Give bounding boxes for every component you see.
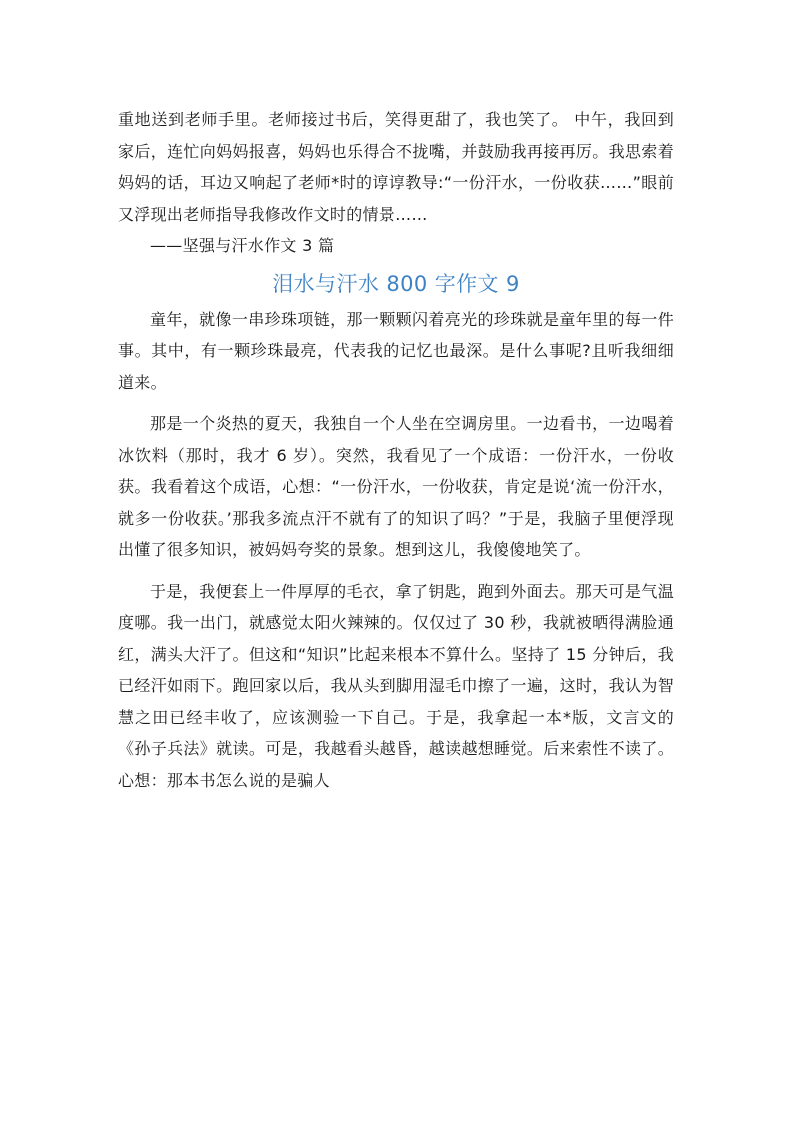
paragraph-3: 于是，我便套上一件厚厚的毛衣，拿了钥匙，跑到外面去。那天可是气温度哪。我一出门，就感觉太阳火辣辣的。仅仅过了 30 秒，我就被晒得满脸通红，满头大汗了。但这和“知识”比起来根本不算什么。坚持了 15 分钟后，我已经汗如雨下。跑回家以后，我从头到脚用湿毛巾擦了一遍，这时，我认为智慧之田已经丰收了，应该测验一下自己。于是，我拿起一本*版，文言文的《孙子兵法》就读。可是，我越看头越昏，越读越想睡觉。后来索性不读了。心想：那本书怎么说的是骗人 (118, 581, 674, 790)
paragraph-1: 童年，就像一串珍珠项链，那一颗颗闪着亮光的珍珠就是童年里的每一件事。其中，有一颗珍珠最亮，代表我的记忆也最深。是什么事呢?且听我细细道来。 (118, 309, 674, 392)
intro-paragraph: 重地送到老师手里。老师接过书后，笑得更甜了，我也笑了。 中午，我回到家后，连忙向妈妈报喜，妈妈也乐得合不拢嘴，并鼓励我再接再厉。我思索着妈妈的话，耳边又响起了老师*时的谆谆教导:“一份汗水，一份收获……”眼前又浮现出老师指导我修改作文时的情景…… (118, 110, 674, 224)
paragraph-2: 那是一个炎热的夏天，我独自一个人坐在空调房里。一边看书，一边喝着冰饮料（那时，我才 6 岁）。突然，我看见了一个成语：一份汗水，一份收获。我看着这个成语，心想：“一份汗水，一份收获，肯定是说‘流一份汗水，就多一份收获。’那我多流点汗不就有了的知识了吗？”于是，我脑子里便浮现出懂了很多知识，被妈妈夸奖的景象。想到这儿，我傻傻地笑了。 (118, 414, 674, 559)
source-line: ——坚强与汗水作文 3 篇 (150, 236, 335, 255)
document-body (118, 104, 674, 796)
essay-title: 泪水与汗水 800 字作文 9 (272, 271, 520, 296)
